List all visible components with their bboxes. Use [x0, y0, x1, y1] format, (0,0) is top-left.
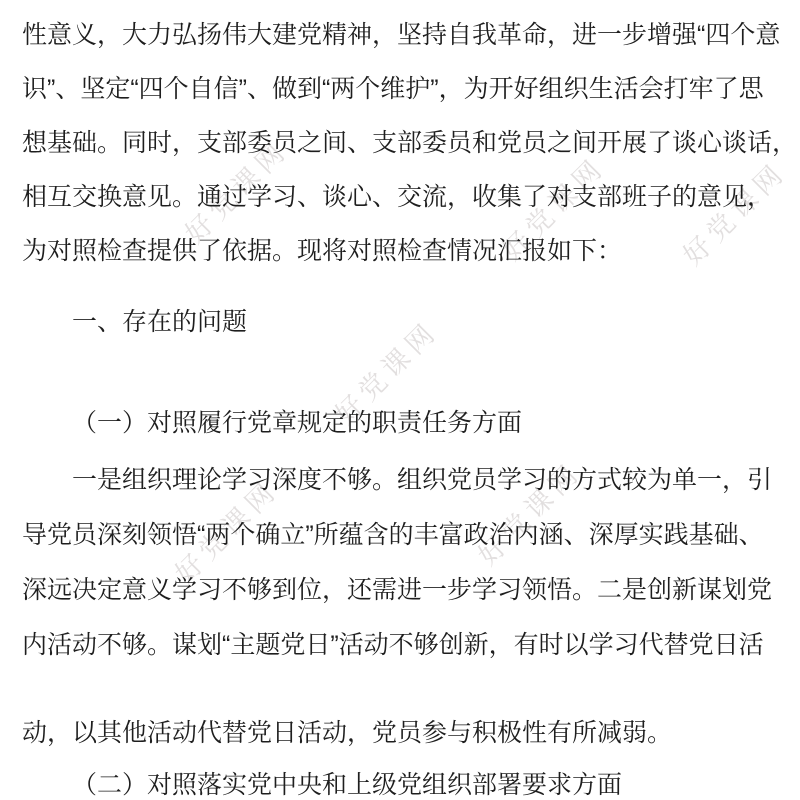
watermark-text: 好党课网	[472, 456, 588, 572]
watermark-text: 好党课网	[179, 134, 295, 250]
subsection-heading-implementation: （二）对照落实党中央和上级党组织部署要求方面	[72, 771, 623, 799]
text-line: 相互交换意见。通过学习、谈心、交流，收集了对支部班子的意见，	[22, 183, 773, 211]
section-heading-problems: 一、存在的问题	[72, 308, 248, 336]
paragraph-problems-last-line: 动，以其他活动代替党日活动，党员参与积极性有所减弱。	[22, 719, 673, 747]
text-line: 性意义，大力弘扬伟大建党精神，坚持自我革命，进一步增强“四个意	[22, 21, 781, 49]
watermark-text: 好党课网	[169, 474, 285, 590]
watermark-text: 好党课网	[677, 156, 793, 272]
text-line: 一是组织理论学习深度不够。组织党员学习的方式较为单一，引	[72, 466, 773, 494]
text-line: 识”、坚定“四个自信”、做到“两个维护”，为开好组织生活会打牢了思	[22, 75, 764, 103]
text-line: 内活动不够。谋划“主题党日”活动不够创新，有时以学习代替党日活	[22, 631, 764, 659]
text-line: 想基础。同时，支部委员之间、支部委员和党员之间开展了谈心谈话，	[22, 129, 798, 157]
text-line: 导党员深刻领悟“两个确立”所蕴含的丰富政治内涵、深厚实践基础、	[22, 521, 764, 549]
subsection-heading-duty: （一）对照履行党章规定的职责任务方面	[72, 409, 523, 437]
paragraph-intro-continuation	[22, 8, 798, 278]
watermark-text: 好党课网	[329, 315, 445, 431]
text-line: 为对照检查提供了依据。现将对照检查情况汇报如下：	[22, 237, 623, 265]
watermark-text: 好党课网	[496, 151, 612, 267]
text-line: 深远决定意义学习不够到位，还需进一步学习领悟。二是创新谋划党	[22, 576, 773, 604]
paragraph-problems-detail	[22, 453, 792, 673]
